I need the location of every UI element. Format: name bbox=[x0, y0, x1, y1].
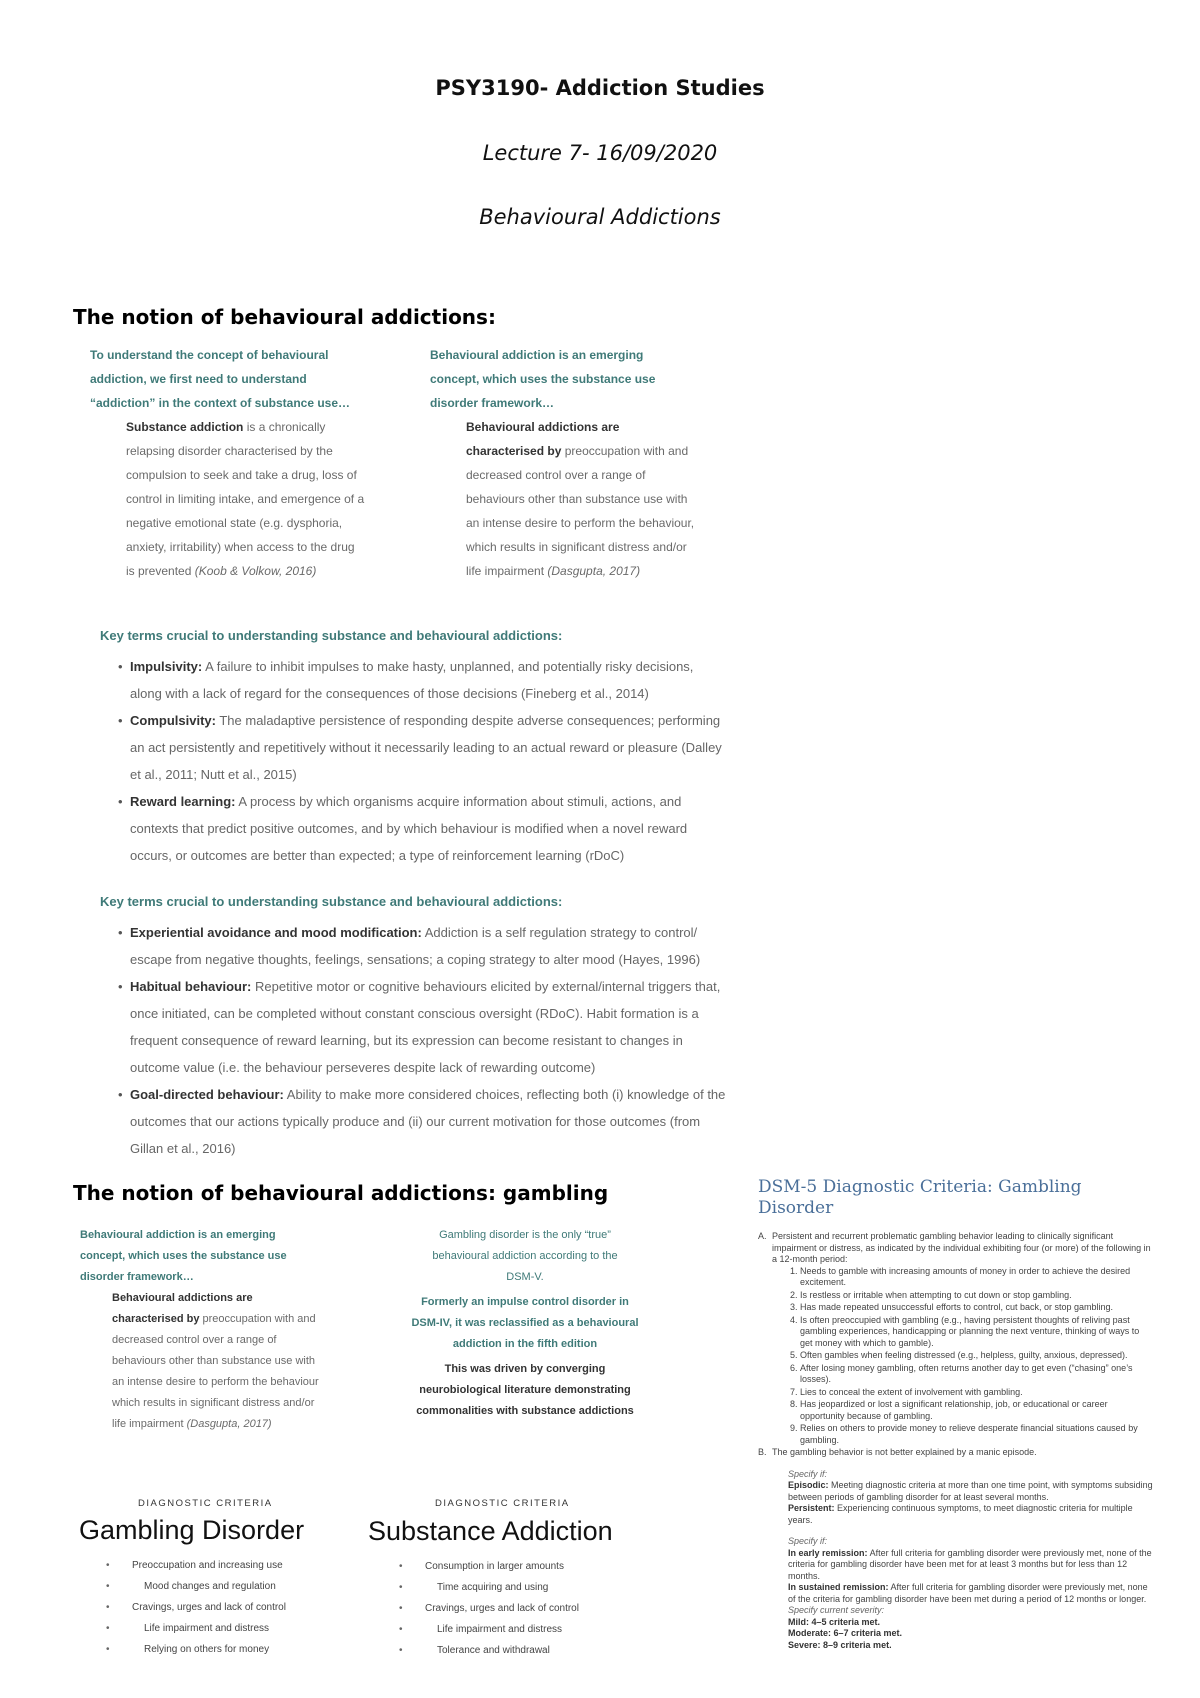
intro-line: concept, which uses the substance use bbox=[80, 1250, 287, 1262]
list-item: 8. Has jeopardized or lost a significant relationship, job, or educational or career opportunity because of gambling. bbox=[800, 1399, 1153, 1422]
key-terms-slide-2 bbox=[100, 888, 880, 1162]
key-term-item: • Experiential avoidance and mood modification: Addiction is a self regulation strategy to control/ escape from negative thoughts, feelings, sensations; a coping strategy to alter mood (Hayes, 1996) bbox=[130, 919, 880, 973]
definition-text: life impairment bbox=[112, 1418, 184, 1430]
list-item: 2. Is restless or irritable when attempting to cut down or stop gambling. bbox=[800, 1290, 1153, 1302]
list-item: 5. Often gambles when feeling distressed (e.g., helpless, guilty, anxious, depressed). bbox=[800, 1350, 1153, 1362]
list-item: 1. Needs to gamble with increasing amounts of money in order to achieve the desired excitement. bbox=[800, 1266, 1153, 1289]
key-terms-slide-1 bbox=[100, 622, 860, 869]
list-item: 4. Is often preoccupied with gambling (e.g., having persistent thoughts of reliving past gambling experiences, handicapping or planning the next venture, thinking of ways to get money with which to gamble). bbox=[800, 1315, 1153, 1350]
list-item: • Life impairment and distress bbox=[399, 1624, 563, 1635]
citation: (Dasgupta, 2017) bbox=[547, 564, 641, 578]
slide-line: commonalities with substance addictions bbox=[416, 1405, 634, 1417]
definition-text: an intense desire to perform the behaviour, bbox=[466, 516, 695, 530]
list-item: • Preoccupation and increasing use bbox=[106, 1560, 283, 1571]
gambling-disorder-title: Gambling Disorder bbox=[79, 1515, 305, 1545]
citation: (Koob & Volkow, 2016) bbox=[194, 564, 317, 578]
criteria-list bbox=[772, 1266, 1153, 1447]
list-item: • Tolerance and withdrawal bbox=[399, 1645, 550, 1656]
slide-line: This was driven by converging bbox=[444, 1363, 606, 1375]
slide-line: addiction in the fifth edition bbox=[452, 1338, 598, 1350]
substance-addiction-slide bbox=[90, 343, 430, 583]
list-item: 3. Has made repeated unsuccessful efforts to control, cut back, or stop gambling. bbox=[800, 1302, 1153, 1314]
list-item: • Cravings, urges and lack of control bbox=[106, 1602, 286, 1613]
list-item: 9. Relies on others to provide money to relieve desperate financial situations caused by gambling. bbox=[800, 1423, 1153, 1446]
section-heading-notion: The notion of behavioural addictions: bbox=[73, 305, 496, 329]
slide-line: neurobiological literature demonstrating bbox=[419, 1384, 631, 1396]
diagnostic-criteria-label: DIAGNOSTIC CRITERIA bbox=[435, 1498, 570, 1509]
section-heading-gambling: The notion of behavioural addictions: gambling bbox=[73, 1181, 609, 1205]
definition-text: is a chronically bbox=[246, 420, 326, 434]
key-term-item: • Goal-directed behaviour: Ability to make more considered choices, reflecting both (i) knowledge of the outcomes that our actions typically produce and (ii) our current motivation for those outcomes (from Gillan et al., 2016) bbox=[130, 1081, 880, 1162]
list-item: • Relying on others for money bbox=[106, 1644, 270, 1655]
definition-text: life impairment bbox=[466, 564, 545, 578]
definition-text: control in limiting intake, and emergence of a bbox=[126, 492, 365, 506]
intro-line: Behavioural addiction is an emerging bbox=[80, 1229, 276, 1241]
intro-line: addiction, we first need to understand bbox=[90, 372, 307, 386]
intro-line: concept, which uses the substance use bbox=[430, 372, 656, 386]
key-terms-heading: Key terms crucial to understanding substance and behavioural addictions: bbox=[100, 894, 563, 909]
definition-term: Behavioural addictions are bbox=[112, 1292, 253, 1304]
definition-text: preoccupation with and bbox=[202, 1313, 316, 1325]
citation: (Dasgupta, 2017) bbox=[186, 1418, 272, 1430]
definition-term: Behavioural addictions are bbox=[466, 420, 620, 434]
definition-text: decreased control over a range of bbox=[466, 468, 646, 482]
key-term-item: • Reward learning: A process by which organisms acquire information about stimuli, actions, and contexts that predict positive outcomes, and by which behaviour is modified when a novel reward occurs, or outcomes are better than expected; a type of reinforcement learning (rDoC) bbox=[130, 788, 860, 869]
list-item: • Time acquiring and using bbox=[399, 1582, 549, 1593]
key-term-item: • Impulsivity: A failure to inhibit impulses to make hasty, unplanned, and potentially risky decisions, along with a lack of regard for the consequences of those decisions (Fineberg et al., 2014) bbox=[130, 653, 860, 707]
list-item: 6. After losing money gambling, often returns another day to get even (“chasing” one’s losses). bbox=[800, 1363, 1153, 1386]
gambling-dsm-slide bbox=[390, 1225, 660, 1422]
definition-text: is prevented bbox=[126, 564, 192, 578]
list-item: • Cravings, urges and lack of control bbox=[399, 1603, 579, 1614]
key-terms-heading: Key terms crucial to understanding substance and behavioural addictions: bbox=[100, 628, 563, 643]
definition-text: behaviours other than substance use with bbox=[466, 492, 688, 506]
lecture-topic: Behavioural Addictions bbox=[479, 205, 721, 229]
definition-text: preoccupation with and bbox=[564, 444, 689, 458]
list-item: • Consumption in larger amounts bbox=[399, 1561, 564, 1572]
slide-line: Gambling disorder is the only “true” bbox=[439, 1229, 611, 1241]
definition-text: decreased control over a range of bbox=[112, 1334, 277, 1346]
definition-term: characterised by bbox=[112, 1313, 200, 1325]
gambling-criteria-list bbox=[106, 1555, 286, 1660]
key-term-item: • Compulsivity: The maladaptive persistence of responding despite adverse consequences; performing an act persistently and repetitively without it necessarily leading to an actual reward or pleasure (Dalley et al., 2011; Nutt et al., 2015) bbox=[130, 707, 860, 788]
list-item: • Mood changes and regulation bbox=[106, 1581, 276, 1592]
list-item: 7. Lies to conceal the extent of involvement with gambling. bbox=[800, 1387, 1153, 1399]
list-item: • Life impairment and distress bbox=[106, 1623, 270, 1634]
behavioural-addiction-slide bbox=[430, 343, 770, 583]
specifier-course: Specify if: Episodic: Meeting diagnostic criteria at more than one time point, with symptoms subsiding between periods of gambling disorder for at least several months. Persistent: Experiencing continuous symptoms, to meet diagnostic criteria for multiple years. bbox=[788, 1468, 1153, 1525]
definition-text: compulsion to seek and take a drug, loss of bbox=[126, 468, 357, 482]
dsm5-title: DSM-5 Diagnostic Criteria: Gambling Disorder bbox=[758, 1177, 1082, 1218]
key-term-item: • Habitual behaviour: Repetitive motor or cognitive behaviours elicited by external/internal triggers that, once initiated, can be completed without constant conscious oversight (RDoC). Habit formation is a frequent consequence of reward learning, but its expression can become resistant to changes in outcome value (i.e. the behaviour perseveres despite lack of rewarding outcome) bbox=[130, 973, 880, 1081]
definition-text: an intense desire to perform the behaviour bbox=[112, 1376, 319, 1388]
dsm5-criteria-panel bbox=[758, 1177, 1153, 1651]
criterion-b: B. The gambling behavior is not better explained by a manic episode. bbox=[758, 1447, 1037, 1457]
intro-line: disorder framework… bbox=[430, 396, 555, 410]
definition-text: which results in significant distress and/or bbox=[466, 540, 687, 554]
intro-line: disorder framework… bbox=[80, 1271, 194, 1283]
definition-text: negative emotional state (e.g. dysphoria, bbox=[126, 516, 343, 530]
definition-text: relapsing disorder characterised by the bbox=[126, 444, 333, 458]
document-title: PSY3190- Addiction Studies bbox=[435, 76, 765, 100]
definition-text: which results in significant distress and/or bbox=[112, 1397, 315, 1409]
slide-line: Formerly an impulse control disorder in bbox=[421, 1296, 629, 1308]
intro-line: To understand the concept of behavioural bbox=[90, 348, 329, 362]
lecture-subtitle: Lecture 7- 16/09/2020 bbox=[482, 141, 718, 165]
specifier-remission: Specify if: In early remission: After full criteria for gambling disorder were previously met, none of the criteria for gambling disorder have been met for at least 3 months but for less than 12 months. In sustained remission: After full criteria for gambling disorder were previously met, none of the criteria for gambling disorder have been met during a period of 12 months or longer. Specify current severity: Mild: 4–5 criteria met. Moderate: 6–7 criteria met. Severe: 8–9 criteria met. bbox=[788, 1536, 1152, 1650]
definition-term: characterised by bbox=[466, 444, 562, 458]
intro-line: “addiction” in the context of substance use… bbox=[90, 396, 351, 410]
definition-text: behaviours other than substance use with bbox=[112, 1355, 316, 1367]
slide-line: behavioural addiction according to the bbox=[432, 1250, 618, 1262]
slide-line: DSM-V. bbox=[506, 1271, 544, 1283]
substance-criteria-list bbox=[399, 1556, 579, 1661]
intro-line: Behavioural addiction is an emerging bbox=[430, 348, 644, 362]
slide-line: DSM-IV, it was reclassified as a behavioural bbox=[411, 1317, 639, 1329]
gambling-behavioural-slide bbox=[80, 1225, 390, 1435]
substance-addiction-title: Substance Addiction bbox=[368, 1516, 613, 1546]
criterion-a: A. Persistent and recurrent problematic gambling behavior leading to clinically significant impairment or distress, as indicated by the individual exhibiting four (or more) of the following in a 12-month period: 1. Needs to gamble with increasing amounts of money in order to achieve the desired excitement. 2. Is restless or irritable when attempting to cut down or stop gambling. 3. Has made repeated unsuccessful efforts to control, cut back, or stop gambling. 4. Is often preoccupied with gambling (e.g., having persistent thoughts of reliving past gambling experiences, handicapping or planning the next venture, thinking of ways to get money with which to gamble). 5. Often gambles when feeling distressed (e.g., helpless, guilty, anxious, depressed). 6. After losing money gambling, often returns another day to get even (“chasing” one’s losses). 7. Lies to conceal the extent of involvement with gambling. 8. Has jeopardized or lost a significant relationship, job, or educational or career opportunity because of gambling. 9. Relies on others to provide money to relieve desperate financial situations caused by gambling. bbox=[758, 1231, 1153, 1446]
diagnostic-criteria-label: DIAGNOSTIC CRITERIA bbox=[138, 1498, 273, 1509]
definition-term: Substance addiction bbox=[126, 420, 244, 434]
definition-text: anxiety, irritability) when access to the drug bbox=[126, 540, 355, 554]
